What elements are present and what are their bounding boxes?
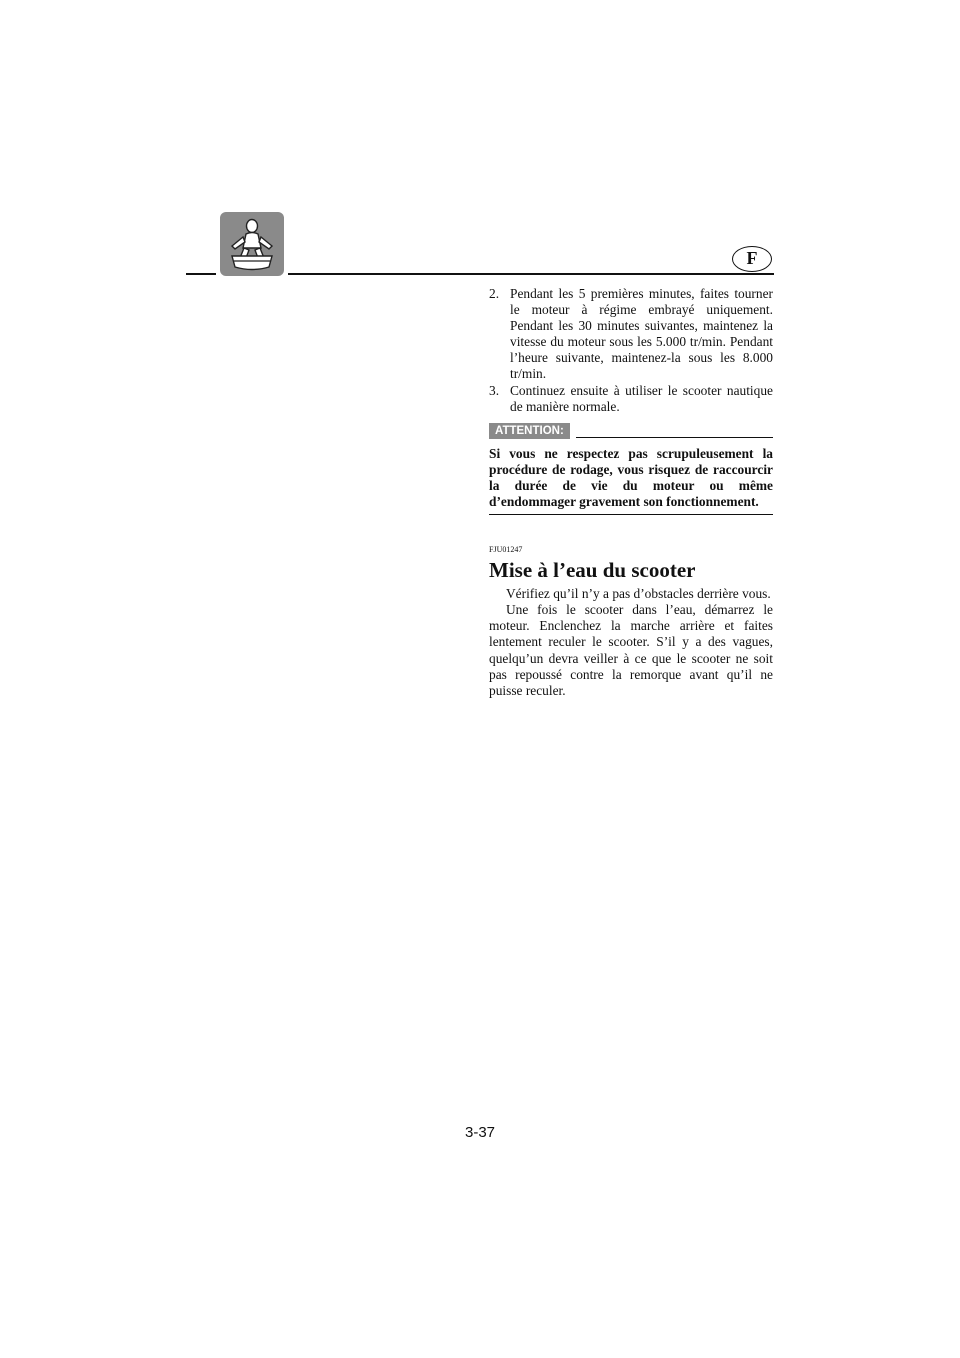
paragraph: Une fois le scooter dans l’eau, démarrez le moteur. Enclenchez la marche arrière et faites lentement reculer le scooter. S’il y a des vagues, quelqu’un devra veiller à ce que le scooter ne soit pas repoussé contre la remorque avant qu’il ne puisse reculer. [489, 602, 773, 698]
attention-text: Si vous ne respectez pas scrupuleusement la procédure de rodage, vous risquez de raccourcir la durée de vie du moteur ou même d’endommager gravement son fonctionnement. [489, 446, 773, 515]
list-item [489, 383, 773, 415]
paragraph: Vérifiez qu’il n’y a pas d’obstacles derrière vous. [506, 586, 771, 602]
section-title: Mise à l’eau du scooter [489, 558, 696, 583]
main-column [489, 286, 773, 699]
attention-header [489, 422, 773, 440]
step-number: 3. [489, 382, 500, 398]
attention-label: ATTENTION: [489, 423, 570, 439]
rider-on-watercraft-icon [220, 212, 284, 276]
section-code: FJU01247 [489, 545, 523, 555]
step-text: Continuez ensuite à utiliser le scooter nautique de manière normale. [510, 382, 773, 414]
page-number: 3-37 [464, 1124, 496, 1141]
step-number: 2. [489, 286, 500, 301]
attention-rule [576, 437, 773, 439]
list-item [489, 286, 773, 383]
header-rule-left [186, 273, 216, 275]
language-badge: F [732, 246, 772, 272]
step-text: Pendant les 5 premières minutes, faites tourner le moteur à régime embrayé uniquement. Pendant les 30 minutes suivantes, maintenez la vitesse du moteur sous les 5.000 tr/min. Pendant l’heure suivante, maintenez-la sous les 8.000 tr/min. [510, 286, 773, 382]
header-rule-right [288, 273, 774, 275]
